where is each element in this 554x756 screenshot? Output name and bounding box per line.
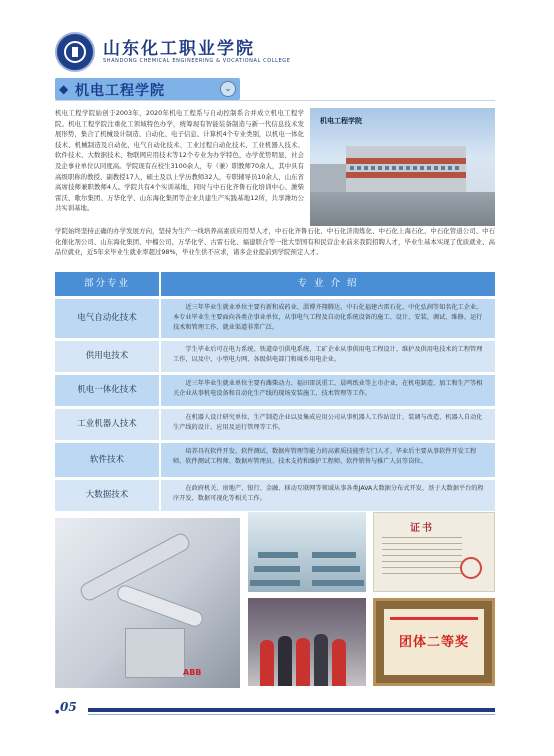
table-row bbox=[55, 409, 495, 440]
robot-brand-label: ABB bbox=[183, 668, 202, 677]
majors-table-header bbox=[55, 272, 495, 296]
section-banner bbox=[55, 78, 240, 100]
footer-bar bbox=[88, 708, 495, 712]
banner-divider bbox=[55, 100, 495, 101]
school-logo bbox=[55, 32, 395, 78]
major-description: 近三年毕业生就业单位主要有潍柴动力、福田雷沃重工、晨鸣纸业等上市企业，在机电制造、加工和生产等相关企业从事机电设备和自动化生产线的现场安装施工、技术管理等工作。 bbox=[161, 375, 495, 406]
seal-icon bbox=[460, 557, 482, 579]
certificate-title: 证书 bbox=[410, 523, 434, 534]
major-name: 工业机器人技术 bbox=[55, 409, 159, 440]
major-name: 供用电技术 bbox=[55, 341, 159, 372]
team-group-photo bbox=[248, 598, 366, 686]
major-description: 在政府机关、房地产、银行、金融、移动互联网等领域从事各类JAVA大数据分布式开发、基于大数据平台的程序开发、数据可视化等相关工作。 bbox=[161, 480, 495, 511]
chevron-down-icon: ⌄ bbox=[220, 81, 236, 97]
robot-arm-photo bbox=[55, 518, 240, 688]
table-row bbox=[55, 375, 495, 406]
table-row bbox=[55, 299, 495, 338]
school-emblem-icon bbox=[55, 32, 95, 72]
major-name: 软件技术 bbox=[55, 443, 159, 477]
award-text: 团体二等奖 bbox=[398, 635, 469, 650]
table-row bbox=[55, 480, 495, 511]
major-description: 在机器人设计研究单位、生产制造企业以及集成应用公司从事机器人工作站设计、装调与改造、机器人自动化生产线的设计、应用及运行管理等工作。 bbox=[161, 409, 495, 440]
section-title: 机电工程学院 bbox=[75, 83, 165, 99]
major-name: 机电一体化技术 bbox=[55, 375, 159, 406]
intro-paragraph-1: 机电工程学院始创于2003年，2020年机电工程系与自动控制系合并成立机电工程学院。机电工程学院注重化工领域特色办学，统筹现有智能装备制造与新一代信息技术发展形势，集合了机械设计制造、自动化、电子信息、计算机4个专业类别，以机电一体化技术、机械制造及自动化、电气自动化技术、工业过程自动化技术、工业机器人技术、软件技术、大数据技术、物联网应用技术等12个专业为办学特色，办学优势明显，社会及企事业单位认同度高。学院现有在校生3100余人，专（兼）职教师70余人，其中具有高级职称的教授、副教授17人，硕士及以上学历教师32人，专职辅导员10余人，山东省高席技师兼职教师4人。学院共有4个实训基地，同时与中石化齐鲁石化培训中心、潍柴雷沃、歌尔集团、万华化学、山东海化集团等企业共建生产实践基地12所，共享潍坊公共实训基地。 bbox=[55, 109, 304, 213]
footer-dots: ● bbox=[55, 709, 60, 715]
major-name: 电气自动化技术 bbox=[55, 299, 159, 338]
header-intro: 专 业 介 绍 bbox=[161, 272, 495, 296]
intro-paragraph-2: 学院始终坚持正确的办学发展方向，坚持为生产一线培养高素质应用型人才，中石化齐鲁石化、中石化济南炼化、中石化上海石化、中石化管道公司、中石化催化剂公司、山东海化集团、中榴公司、万华化学、古雷石化、福建联合等一批大型国有和民营企业前来我院招聘人才，毕业生基本实现了优质就业、高品位就业，近5年来毕业生就业率超过98%，毕业生供不应求，诸多企业提前到学院预定人才。 bbox=[55, 227, 495, 257]
table-row bbox=[55, 443, 495, 477]
header-major: 部分专业 bbox=[55, 272, 159, 296]
award-plaque-photo bbox=[373, 598, 495, 686]
diamond-icon: ◆ bbox=[59, 82, 69, 96]
training-lab-photo bbox=[248, 512, 366, 592]
building-photo-caption: 机电工程学院 bbox=[320, 117, 362, 125]
page-number: 05 bbox=[60, 700, 77, 714]
college-building-photo bbox=[310, 108, 495, 226]
school-name: 山东化工职业学院 bbox=[103, 39, 255, 59]
major-name: 大数据技术 bbox=[55, 480, 159, 511]
major-description: 近三年毕业生就业单位主要有新和成药业、淄博齐翔腾达、中石化福建古雷石化、中化弘润等知名化工企业。本专业毕业生主要面向各类企事业单位，从事电气工程及自动化系统设备的施工、设计、安装、调试、维修、运行技术和管理工作，就业渠道非常广泛。 bbox=[161, 299, 495, 338]
school-name-en: SHANDONG CHEMICAL ENGINEERING & VOCATIONAL COLLEGE bbox=[103, 58, 291, 64]
table-row bbox=[55, 341, 495, 372]
certificate-photo bbox=[373, 512, 495, 592]
major-description: 学生毕业后可在电力系统、铁道牵引供电系统、工矿企业从事供用电工程设计、维护及供用电技术的工程管理工作，以及中、小型电力网、各级供电部门和城乡用电企业。 bbox=[161, 341, 495, 372]
footer-rule bbox=[88, 714, 495, 715]
major-description: 培养具有软件开发、软件测试、数据库管理等能力的高素质技能型专门人才。毕业后主要从事软件开发工程师、软件测试工程师、数据库管理员、技术支持和维护工程师、软件销售与推广人员等岗位。 bbox=[161, 443, 495, 477]
